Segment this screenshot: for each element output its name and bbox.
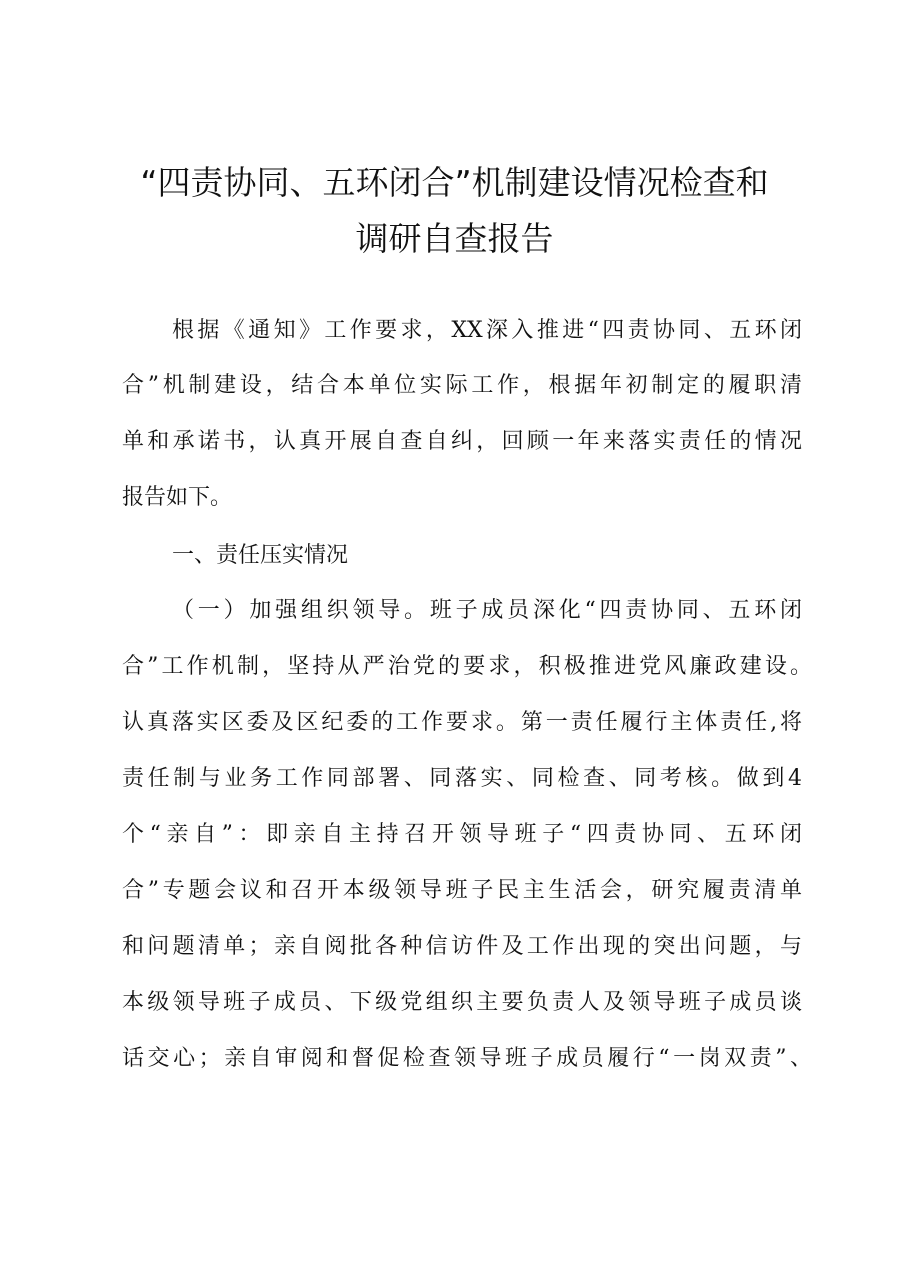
section-paragraph-line: 和问题清单；亲自阅批各种信访件及工作出现的突出问题，与	[122, 934, 802, 959]
document-title-line-2: 调研自查报告	[355, 219, 554, 258]
section-paragraph-line: 合”专题会议和召开本级领导班子民主生活会，研究履责清单	[122, 878, 802, 903]
section-paragraph-line: 认真落实区委及区纪委的工作要求。第一责任履行主体责任,将	[122, 710, 802, 735]
intro-paragraph-line: 根据《通知》工作要求，XX深入推进“四责协同、五环闭	[172, 318, 802, 343]
section-paragraph-line: 个“亲自”：即亲自主持召开领导班子“四责协同、五环闭	[122, 822, 802, 847]
section-paragraph-line: （一）加强组织领导。班子成员深化“四责协同、五环闭	[172, 598, 802, 623]
document-title-line-1: “四责协同、五环闭合”机制建设情况检查和	[140, 163, 769, 202]
section-paragraph-line: 话交心；亲自审阅和督促检查领导班子成员履行“一岗双责”、	[122, 1046, 812, 1071]
intro-paragraph-line: 单和承诺书，认真开展自查自纠，回顾一年来落实责任的情况	[122, 429, 802, 454]
section-paragraph-line: 合”工作机制，坚持从严治党的要求，积极推进党风廉政建设。	[122, 654, 812, 679]
section-paragraph-line: 责任制与业务工作同部署、同落实、同检查、同考核。做到4	[122, 766, 802, 791]
section-heading: 一、责任压实情况	[172, 543, 349, 568]
section-paragraph-line: 本级领导班子成员、下级党组织主要负责人及领导班子成员谈	[122, 990, 802, 1015]
intro-paragraph-line: 报告如下。	[122, 485, 233, 510]
intro-paragraph-line: 合”机制建设，结合本单位实际工作，根据年初制定的履职清	[122, 373, 802, 398]
